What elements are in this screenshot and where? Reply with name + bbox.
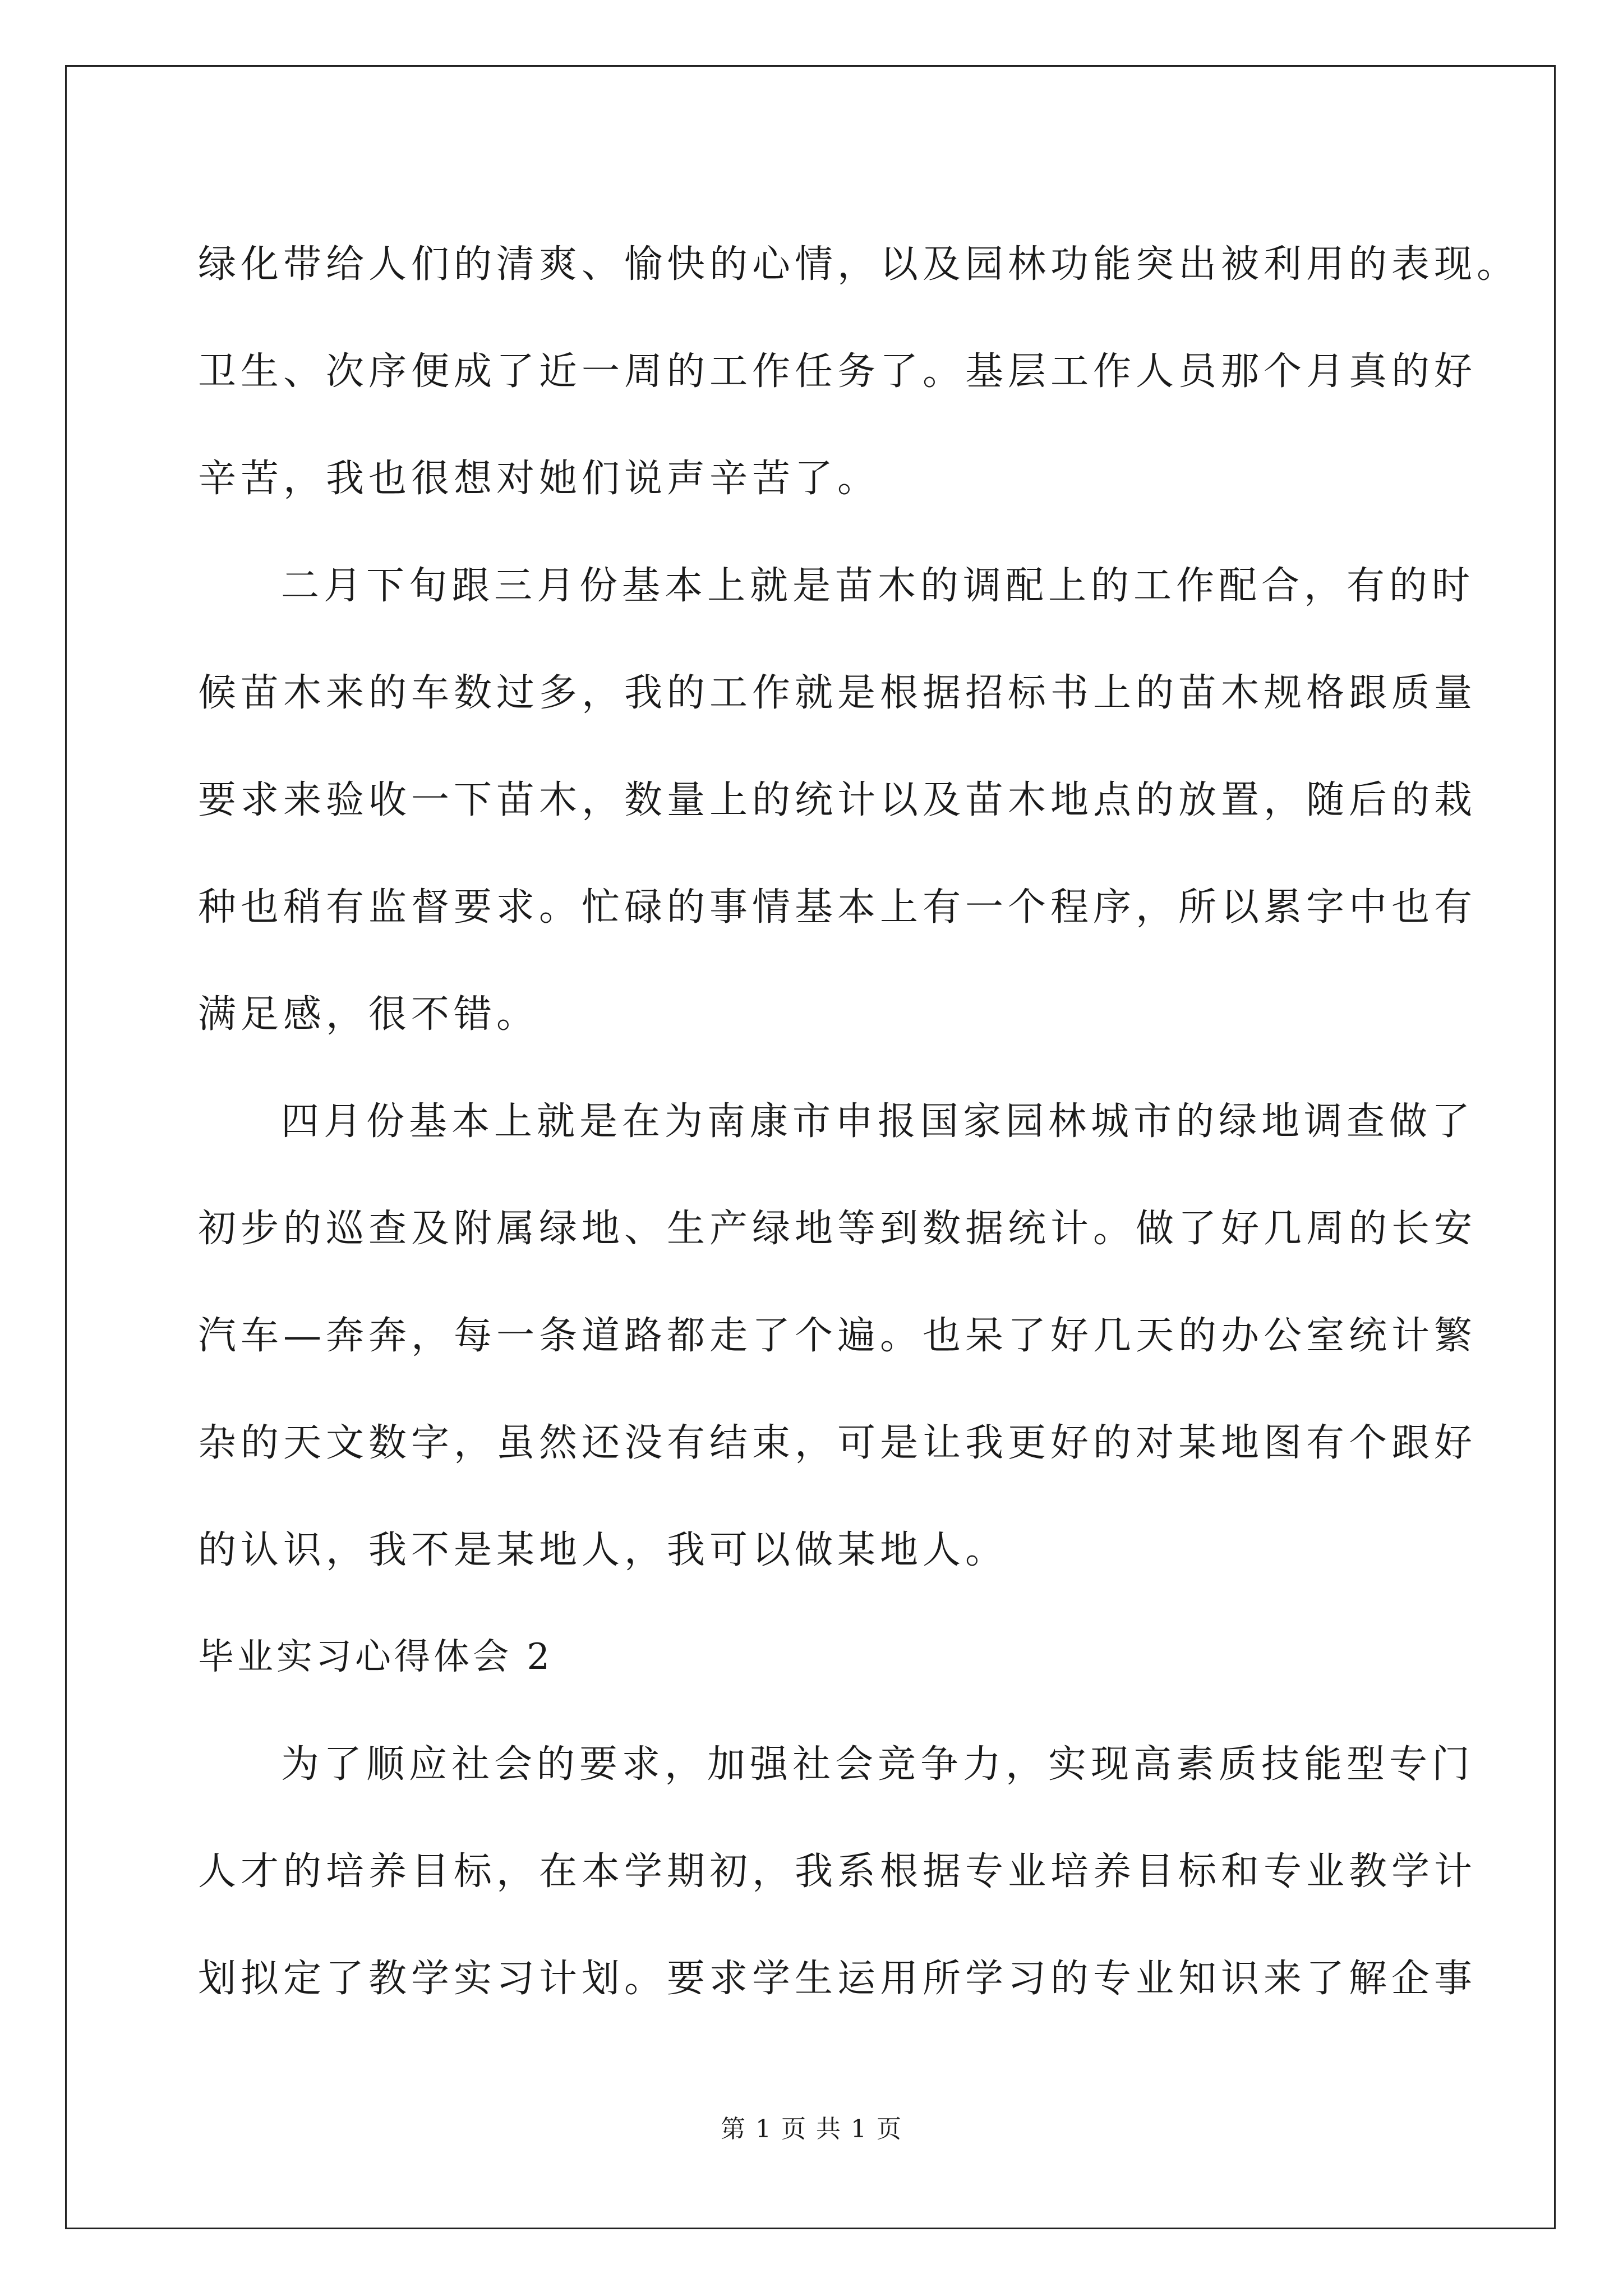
text-line: 满足感，很不错。 (198, 992, 540, 1037)
text-line: 汽车—奔奔，每一条道路都走了个遍。也呆了好几天的办公室统计繁 (198, 1314, 1477, 1358)
text-line: 辛苦，我也很想对她们说声辛苦了。 (198, 457, 880, 501)
text-line: 候苗木来的车数过多，我的工作就是根据招标书上的苗木规格跟质量 (198, 671, 1477, 715)
paragraph-first-line: 二月下旬跟三月份基本上就是苗木的调配上的工作配合，有的时 (281, 564, 1475, 608)
text-line: 种也稍有监督要求。忙碌的事情基本上有一个程序，所以累字中也有 (198, 885, 1477, 930)
text-line: 卫生、次序便成了近一周的工作任务了。基层工作人员那个月真的好 (198, 349, 1477, 394)
paragraph-first-line: 四月份基本上就是在为南康市申报国家园林城市的绿地调查做了 (281, 1099, 1475, 1144)
text-line: 绿化带给人们的清爽、愉快的心情，以及园林功能突出被利用的表现。 (198, 242, 1520, 287)
paragraph-first-line: 为了顺应社会的要求，加强社会竞争力，实现高素质技能型专门 (281, 1742, 1475, 1787)
text-line: 要求来验收一下苗木，数量上的统计以及苗木地点的放置，随后的栽 (198, 778, 1477, 822)
text-line: 的认识，我不是某地人，我可以做某地人。 (198, 1528, 1008, 1572)
text-line: 杂的天文数字，虽然还没有结束，可是让我更好的对某地图有个跟好 (198, 1421, 1477, 1465)
document-body (198, 211, 1520, 2032)
text-line: 划拟定了教学实习计划。要求学生运用所学习的专业知识来了解企事 (198, 1957, 1477, 2001)
text-line: 初步的巡查及附属绿地、生产绿地等到数据统计。做了好几周的长安 (198, 1207, 1477, 1251)
page-number-footer: 第 1 页 共 1 页 (721, 2115, 902, 2143)
section-heading: 毕业实习心得体会 2 (198, 1636, 554, 1678)
text-line: 人才的培养目标，在本学期初，我系根据专业培养目标和专业教学计 (198, 1849, 1477, 1894)
